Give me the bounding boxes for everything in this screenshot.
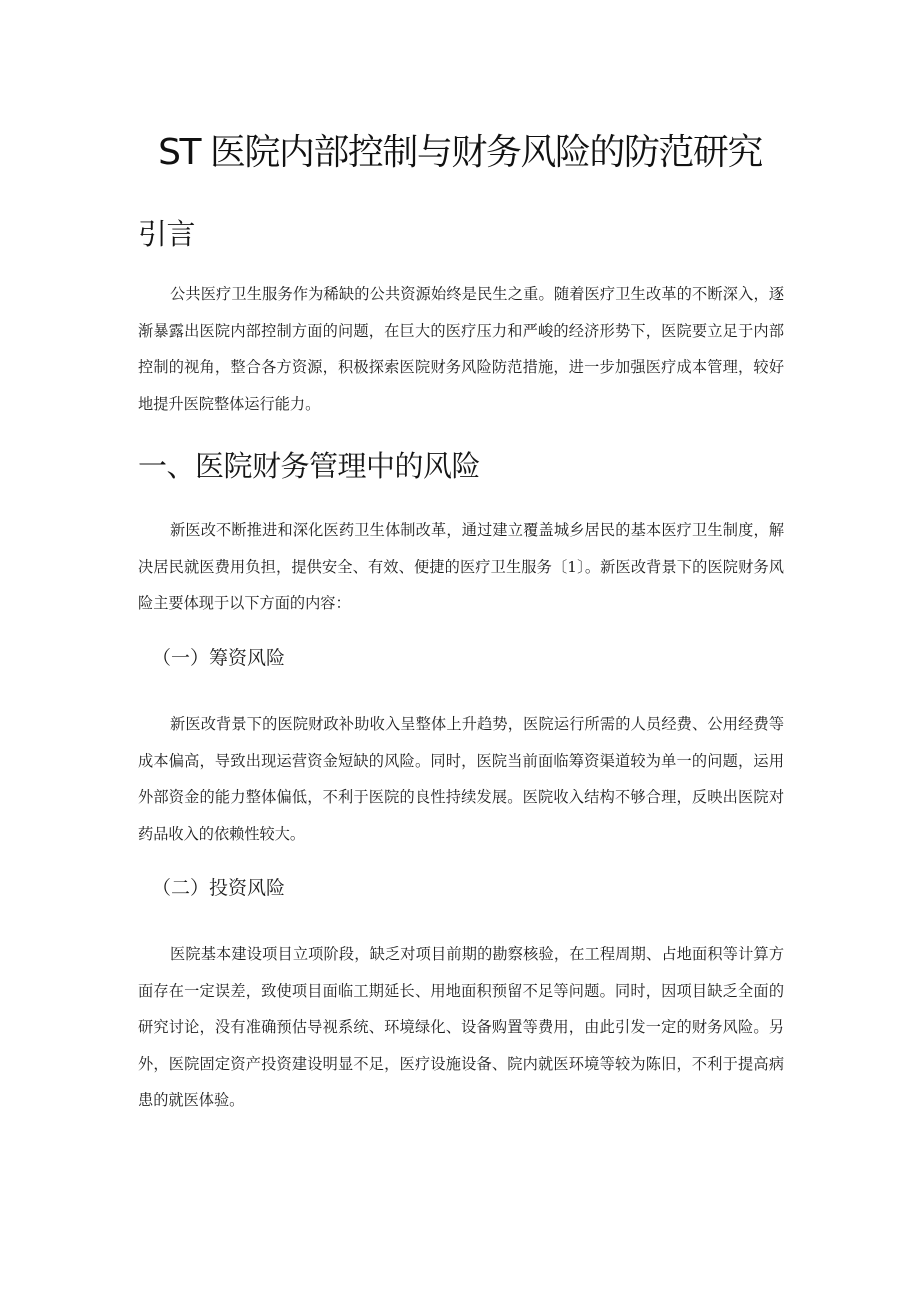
subsection-investment-risk-paragraph: 医院基本建设项目立项阶段，缺乏对项目前期的勘察核验，在工程周期、占地面积等计算方面存在一定误差，致使项目面临工期延长、用地面积预留不足等问题。同时，因项目缺乏全面的研究讨论，没有准确预估导视系统、环境绿化、设备购置等费用，由此引发一定的财务风险。另外，医院固定资产投资建设明显不足，医疗设施设备、院内就医环境等较为陈旧，不利于提高病患的就医体验。 [138,945,784,1109]
subsection-investment-risk-heading: （二）投资风险 [152,877,286,899]
section-1-heading: 一、医院财务管理中的风险 [138,449,481,483]
intro-heading: 引言 [138,217,196,251]
intro-paragraph: 公共医疗卫生服务作为稀缺的公共资源始终是民生之重。随着医疗卫生改革的不断深入，逐渐暴露出医院内部控制方面的问题，在巨大的医疗压力和严峻的经济形势下，医院要立足于内部控制的视角，整合各方资源，积极探索医院财务风险防范措施，进一步加强医疗成本管理，较好地提升医院整体运行能力。 [138,285,784,413]
subsection-financing-risk-heading: （一）筹资风险 [152,647,286,669]
section-1-paragraph: 新医改不断推进和深化医药卫生体制改革，通过建立覆盖城乡居民的基本医疗卫生制度，解决居民就医费用负担，提供安全、有效、便捷的医疗卫生服务〔1〕。新医改背景下的医院财务风险主要体现于以下方面的内容： [138,521,784,612]
subsection-financing-risk-paragraph: 新医改背景下的医院财政补助收入呈整体上升趋势，医院运行所需的人员经费、公用经费等成本偏高，导致出现运营资金短缺的风险。同时，医院当前面临筹资渠道较为单一的问题，运用外部资金的能力整体偏低，不利于医院的良性持续发展。医院收入结构不够合理，反映出医院对药品收入的依赖性较大。 [138,715,784,843]
document-title: ST 医院内部控制与财务风险的防范研究 [158,132,762,173]
